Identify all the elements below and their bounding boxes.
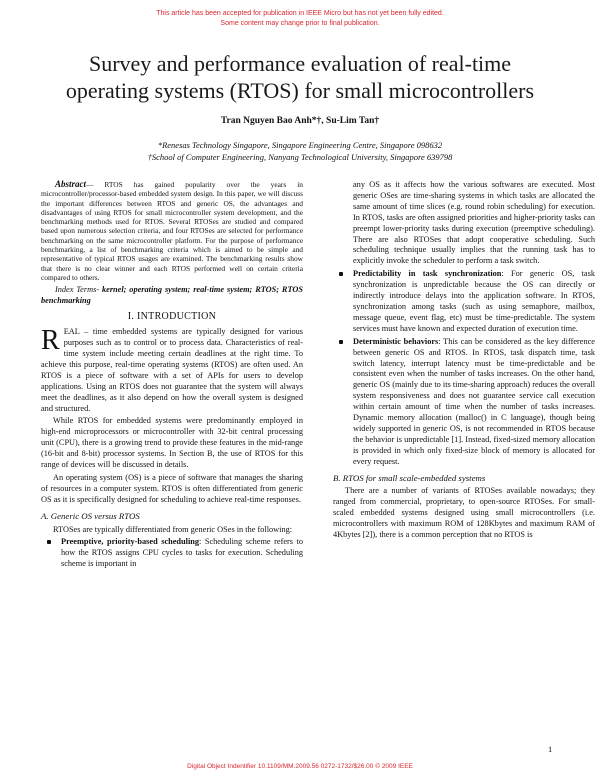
intro-paragraph-1 bbox=[41, 327, 303, 414]
affiliation-2: †School of Computer Engineering, Nanyang Technological University, Singapore 639798 bbox=[147, 152, 453, 162]
bullet-deterministic bbox=[333, 337, 595, 468]
intro-paragraph-1-text: EAL – time embedded systems are typically designed for various purposes such as to control or to process data. Characteristics of real-time system include meeting certain deadlines at the right time. To achieve this purpose, real-time operating systems (RTOS) are often used. An RTOS is a piece of software with a set of APIs for users to develop applications. Using an RTOS does not guarantee that the system will always meet the deadlines, as it also depend on how the overall system is designed and structured. bbox=[41, 327, 303, 413]
bullet-predictability-text: : For generic OS, task synchronization is unpredictable because the OS can directly or indirectly introduce delays into the application software. In RTOS, synchronization among tasks (such as using semaphore, mailbox, message queue, event flag, etc) must be time-predictable. The system services must have known and expected duration of execution time. bbox=[353, 269, 595, 333]
left-column bbox=[41, 180, 303, 572]
subsection-heading-small-scale: B. RTOS for small scale-embedded systems bbox=[333, 472, 486, 483]
abstract-body: — RTOS has gained popularity over the years in microcontroller/processor-based embedded system design. In this paper, we will discuss the important differences between RTOS and generic OS, the advantages and disadvantages of using RTOS for small microcontroller system development, and the benchmarking methods used for RTOS. Several RTOSes are studied and compared based upon numerous selection criteria, and four RTOSes are selected for performance benchmarking on the same microcontroller platform. For the purpose of performance benchmarking, a list of benchmarking criteria which is aimed to be simple and representative of typical RTOS usages are examined. The benchmarking results show that there is no clear winner and each RTOS performed well on certain criteria compared to others. bbox=[41, 180, 303, 282]
index-terms-list: kernel; operating system; real-time system; RTOS; RTOS benchmarking bbox=[41, 285, 303, 305]
subsection-b-paragraph-1: There are a number of variants of RTOSes available nowadays; they ranged from commercial, proprietary, to open-source RTOSes. For small-scaled embedded systems designed using small microcontrollers (i.e. microcontrollers with maximum ROM of 128Kbytes and maximum RAM of 4Kbytes [2]), there is a common perception that no RTOS is bbox=[333, 486, 595, 540]
bullet-predictability bbox=[333, 269, 595, 334]
bullet-scheduling-title: Preemptive, priority-based scheduling bbox=[61, 537, 200, 547]
affiliation-1: *Renesas Technology Singapore, Singapore Engineering Centre, Singapore 098632 bbox=[157, 140, 443, 150]
bullet-marker bbox=[47, 540, 51, 544]
authors: Tran Nguyen Bao Anh*†, Su-Lim Tan† bbox=[220, 116, 380, 126]
abstract bbox=[41, 180, 303, 282]
bullet-marker bbox=[339, 272, 343, 276]
drop-cap: R bbox=[41, 325, 60, 357]
right-column bbox=[333, 180, 595, 543]
scheduling-continuation: any OS as it affects how the various softwares are executed. Most generic OSes are time-sharing systems in which tasks are allocated the same amount of time slices (e.g. round robin scheduling) for execution. In RTOS, tasks are often assigned priorities and higher-priority tasks can preempt lower-priority tasks during execution (preemptive scheduling). There are also RTOSes that adopt cooperative scheduling. Such scheduling technique usually implies that the running task has to explicitly invoke the scheduler to perform a task switch. bbox=[353, 180, 595, 266]
abstract-lead: Abstract bbox=[55, 179, 87, 189]
intro-paragraph-2: While RTOS for embedded systems were predominantly employed in high-end microprocessors or microcontroller with 32-bit central processing unit (CPU), there is a growing trend to provide these features in the mid-range (16-bit and 8-bit) processor systems. In Section B, the use of RTOS for this range of devices will be discussed in details. bbox=[41, 416, 303, 470]
prepublication-notice-line2: Some content may change prior to final publication. bbox=[220, 20, 380, 27]
page-number: 1 bbox=[548, 744, 553, 754]
index-terms: Index Terms- kernel; operating system; real-time system; RTOS; RTOS benchmarking bbox=[41, 285, 303, 305]
bullet-marker bbox=[339, 340, 343, 344]
bullet-predictability-title: Predictability in task synchronization bbox=[353, 269, 502, 279]
bullet-scheduling bbox=[41, 537, 303, 570]
paper-title-line1: Survey and performance evaluation of real-time bbox=[88, 51, 512, 76]
section-heading-introduction: I. INTRODUCTION bbox=[127, 311, 217, 323]
prepublication-notice-line1: This article has been accepted for publication in IEEE Micro but has not yet been fully edited. bbox=[156, 10, 444, 17]
index-terms-lead: Index Terms bbox=[55, 285, 97, 295]
intro-paragraph-3: An operating system (OS) is a piece of software that manages the sharing of resources in a computer system. RTOS is often differentiated from generic OS as it is specifically designed for scheduling to achieve real-time responses. bbox=[41, 472, 303, 504]
subsection-a-intro: RTOSes are typically differentiated from generic OSes in the following: bbox=[53, 524, 293, 534]
paper-title-line2: operating systems (RTOS) for small microcontrollers bbox=[65, 78, 535, 103]
subsection-heading-generic-os: A. Generic OS versus RTOS bbox=[41, 510, 140, 521]
doi-footer: Digital Object Indentifier 10.1109/MM.2009.56 0272-1732/$26.00 © 2009 IEEE bbox=[187, 763, 413, 770]
paper-title bbox=[40, 50, 560, 104]
bullet-deterministic-title: Deterministic behaviors bbox=[353, 336, 439, 346]
bullet-deterministic-text: : This can be considered as the key difference between generic OS and RTOS. In RTOS, task dispatch time, task switch latency, interrupt latency must be time-predictable and be consistent even when the number of tasks increases. On the other hand, generic OS (mainly due to its time-sharing approach) reduces the overall system responsiveness and does not guarantee service call execution within certain amount of time when the number of tasks increases. Dynamic memory allocation (malloc() in C language), though being widely supported in generic OS, is not recommended in RTOS because the behavior is unpredictable [1]. Instead, fixed-sized memory allocation is provided in which only fixed-size block of memory is allocated for every request. bbox=[353, 336, 595, 466]
bullet-scheduling-text: : Scheduling scheme refers to how the RTOS assigns CPU cycles to tasks for execution. Scheduling scheme is important in bbox=[61, 537, 303, 569]
